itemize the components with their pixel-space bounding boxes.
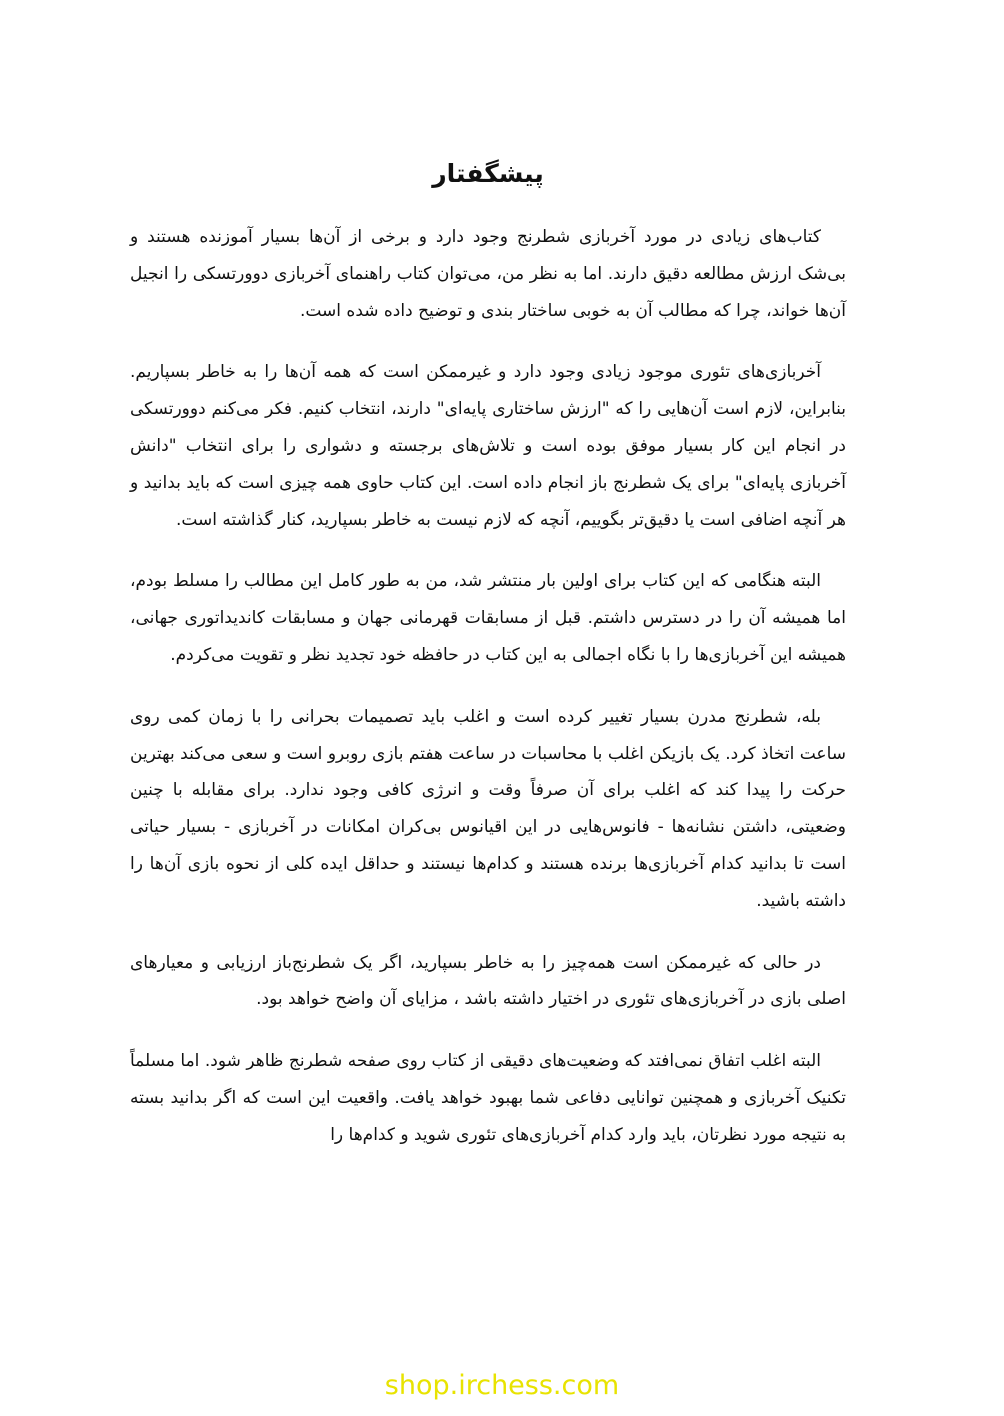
watermark-url: shop.irchess.com [384,1370,620,1401]
paragraph-6: البته اغلب اتفاق نمی‌افتد که وضعیت‌های دقیقی از کتاب روی صفحه شطرنج ظاهر شود. اما مسلماً تکنیک آخربازی و همچنین توانایی دفاعی شما بهبود خواهد یافت. واقعیت این است که اگر بدانید بسته به نتیجه مورد نظرتان، باید وارد کدام آخربازی‌های تئوری شوید و کدام‌ها را [130,1051,846,1145]
paragraph-2: آخربازی‌های تئوری موجود زیادی وجود دارد و غیرممکن است که همه آن‌ها را به خاطر بسپاریم. بنابراین، لازم است آن‌هایی را که "ارزش ساختاری پایه‌ای" دارند، انتخاب کنیم. فکر می‌کنم دوورتسکی در انجام این کار بسیار موفق بوده است و تلاش‌های برجسته و دشواری را برای انتخاب "دانش آخربازی پایه‌ای" برای یک شطرنج باز انجام داده است. این کتاب حاوی همه چیزی است که باید بدانید و هر آنچه اضافی است یا دقیق‌تر بگوییم، آنچه که لازم نیست به خاطر بسپارید، کنار گذاشته است. [130,362,846,530]
body-text [130,219,846,1179]
paragraph-1: کتاب‌های زیادی در مورد آخربازی شطرنج وجود دارد و برخی از آن‌ها بسیار آموزنده هستند و بی‌شک ارزش مطالعه دقیق دارند. اما به نظر من، می‌توان کتاب راهنمای آخربازی دوورتسکی را انجیل آن‌ها خواند، چرا که مطالب آن به خوبی ساختار بندی و توضیح داده شده است. [130,227,846,321]
paragraph-3: البته هنگامی که این کتاب برای اولین بار منتشر شد، من به طور کامل این مطالب را مسلط بودم، اما همیشه آن را در دسترس داشتم. قبل از مسابقات قهرمانی جهان و مسابقات کاندیداتوری جهانی، همیشه این آخربازی‌ها را با نگاه اجمالی به این کتاب در حافظه خود تجدید نظر و تقویت می‌کردم. [130,571,846,665]
page-title: پیشگفتار [432,159,544,188]
paragraph-4: بله، شطرنج مدرن بسیار تغییر کرده است و اغلب باید تصمیمات بحرانی را با زمان کمی روی ساعت اتخاذ کرد. یک بازیکن اغلب با محاسبات در ساعت هفتم بازی روبرو است و سعی می‌کند بهترین حرکت را پیدا کند که اغلب برای آن صرفاً وقت و انرژی کافی وجود ندارد. برای مقابله با چنین وضعیتی، داشتن نشانه‌ها - فانوس‌هایی در این اقیانوس بی‌کران امکانات در آخربازی - بسیار حیاتی است تا بدانید کدام آخربازی‌ها برنده هستند و کدام‌ها نیستند و حداقل ایده کلی از نحوه بازی آن‌ها را داشته باشید. [130,706,846,911]
paragraph-5: در حالی که غیرممکن است همه‌چیز را به خاطر بسپارید، اگر یک شطرنج‌باز ارزیابی و معیارهای اصلی بازی در آخربازی‌های تئوری در اختیار داشته باشد ، مزایای آن واضح خواهد بود. [130,952,846,1010]
